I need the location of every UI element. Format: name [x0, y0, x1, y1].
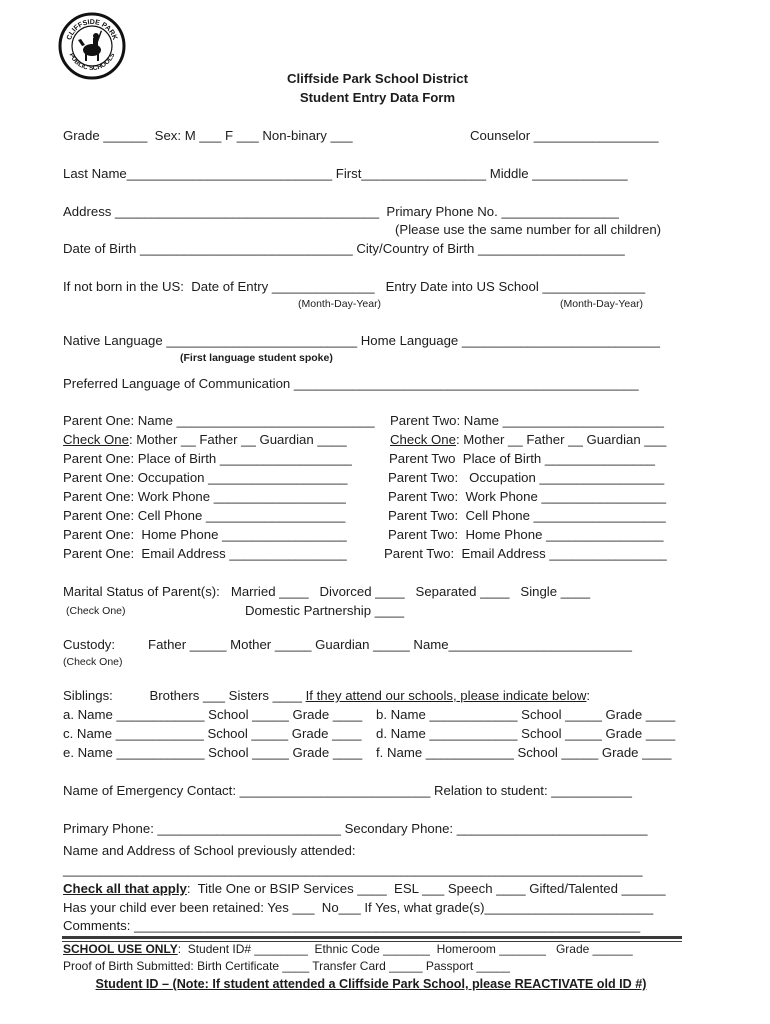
- student-name-field[interactable]: Last Name____________________________ First_________________ Middle _____________: [63, 166, 628, 181]
- phone-note: (Please use the same number for all children): [395, 222, 662, 237]
- relation-options: : Mother __ Father __ Guardian ___: [455, 432, 667, 447]
- sibling-c-field[interactable]: c. Name ____________ School _____ Grade ____: [63, 726, 362, 741]
- birth-field[interactable]: Date of Birth _____________________________ City/Country of Birth ____________________: [63, 241, 625, 256]
- parent-two-email-field[interactable]: Parent Two: Email Address ________________: [384, 546, 667, 561]
- services-field[interactable]: [63, 881, 666, 897]
- svg-text:PUBLIC SCHOOLS: PUBLIC SCHOOLS: [67, 52, 117, 73]
- school-use-fields: : Student ID# ________ Ethnic Code _______ Homeroom _______ Grade ______: [177, 942, 633, 956]
- parent-one-home-phone-field[interactable]: Parent One: Home Phone _________________: [63, 527, 347, 542]
- sibling-a-field[interactable]: a. Name ____________ School _____ Grade ____: [63, 707, 363, 722]
- retained-field[interactable]: Has your child ever been retained: Yes ___ No___ If Yes, what grade(s)_______________________: [63, 900, 654, 915]
- check-one-label: Check One: [63, 432, 129, 447]
- section-divider: [62, 936, 682, 939]
- phone-numbers-field[interactable]: Primary Phone: _________________________ Secondary Phone: __________________________: [63, 821, 648, 836]
- emergency-contact-field[interactable]: Name of Emergency Contact: __________________________ Relation to student: ___________: [63, 783, 632, 798]
- sibling-b-field[interactable]: b. Name ____________ School _____ Grade ____: [376, 707, 676, 722]
- sibling-e-field[interactable]: e. Name ____________ School _____ Grade ____: [63, 745, 363, 760]
- form-title: Student Entry Data Form: [299, 90, 456, 105]
- grade-sex-field[interactable]: Grade ______ Sex: M ___ F ___ Non-binary ___: [63, 128, 353, 143]
- previous-school-field[interactable]: _______________________________________________________________________________: [63, 862, 643, 877]
- siblings-counts: Siblings: Brothers ___ Sisters ____: [63, 688, 306, 703]
- check-one-note: (Check One): [66, 605, 126, 617]
- relation-options: : Mother __ Father __ Guardian ____: [128, 432, 347, 447]
- district-seal-logo: [58, 12, 126, 80]
- sibling-d-field[interactable]: d. Name ____________ School _____ Grade ____: [376, 726, 676, 741]
- siblings-colon: :: [586, 688, 591, 703]
- sibling-f-field[interactable]: f. Name ____________ School _____ Grade ____: [376, 745, 672, 760]
- parent-two-birth-field[interactable]: Parent Two Place of Birth _______________: [389, 451, 655, 466]
- date-format-note: (Month-Day-Year): [298, 298, 382, 310]
- svg-text:CLIFFSIDE PARK: CLIFFSIDE PARK: [65, 18, 119, 42]
- parent-one-cell-phone-field[interactable]: Parent One: Cell Phone ___________________: [63, 508, 346, 523]
- check-all-label: Check all that apply: [63, 881, 187, 896]
- address-phone-field[interactable]: Address ____________________________________ Primary Phone No. ________________: [63, 204, 619, 219]
- parent-one-name-field[interactable]: Parent One: Name ___________________________: [63, 413, 375, 428]
- comments-field[interactable]: Comments: _____________________________________________________________________: [63, 918, 641, 933]
- parent-one-relation-field[interactable]: [63, 432, 347, 448]
- school-use-field: [63, 941, 633, 957]
- check-one-label: Check One: [390, 432, 456, 447]
- parent-two-occupation-field[interactable]: Parent Two: Occupation _________________: [388, 470, 665, 485]
- previous-school-label: Name and Address of School previously attended:: [63, 843, 356, 858]
- parent-two-relation-field[interactable]: [390, 432, 666, 448]
- district-name: Cliffside Park School District: [286, 71, 468, 86]
- counselor-field[interactable]: Counselor _________________: [470, 128, 659, 143]
- date-format-note: (Month-Day-Year): [560, 298, 644, 310]
- parent-two-name-field[interactable]: Parent Two: Name ______________________: [390, 413, 664, 428]
- siblings-field[interactable]: [63, 688, 590, 704]
- check-one-note: (Check One): [63, 656, 123, 668]
- parent-one-birth-field[interactable]: Parent One: Place of Birth __________________: [63, 451, 352, 466]
- preferred-language-field[interactable]: Preferred Language of Communication _______________________________________________: [63, 376, 639, 391]
- parent-two-cell-phone-field[interactable]: Parent Two: Cell Phone __________________: [388, 508, 666, 523]
- domestic-partnership-field[interactable]: Domestic Partnership ____: [245, 603, 405, 618]
- marital-status-field[interactable]: Marital Status of Parent(s): Married ____ Divorced ____ Separated ____ Single ____: [63, 584, 591, 599]
- parent-two-home-phone-field[interactable]: Parent Two: Home Phone ________________: [388, 527, 664, 542]
- parent-one-occupation-field[interactable]: Parent One: Occupation ___________________: [63, 470, 348, 485]
- siblings-instruction: If they attend our schools, please indicate below: [305, 688, 587, 703]
- services-options: : Title One or BSIP Services ____ ESL ___ Speech ____ Gifted/Talented ______: [186, 881, 666, 896]
- entry-dates-field[interactable]: If not born in the US: Date of Entry ______________ Entry Date into US School ______________: [63, 279, 646, 294]
- school-use-label: SCHOOL USE ONLY: [63, 942, 178, 956]
- parent-two-work-phone-field[interactable]: Parent Two: Work Phone _________________: [388, 489, 667, 504]
- language-field[interactable]: Native Language __________________________ Home Language ___________________________: [63, 333, 660, 348]
- custody-field[interactable]: Custody: Father _____ Mother _____ Guardian _____ Name_________________________: [63, 637, 632, 652]
- first-language-note: (First language student spoke): [180, 352, 333, 364]
- parent-one-work-phone-field[interactable]: Parent One: Work Phone __________________: [63, 489, 346, 504]
- student-id-note: Student ID – (Note: If student attended a Cliffside Park School, please REACTIVATE old ID #): [95, 977, 647, 991]
- parent-one-email-field[interactable]: Parent One: Email Address ________________: [63, 546, 347, 561]
- proof-of-birth-field: Proof of Birth Submitted: Birth Certificate ____ Transfer Card _____ Passport _____: [63, 959, 510, 973]
